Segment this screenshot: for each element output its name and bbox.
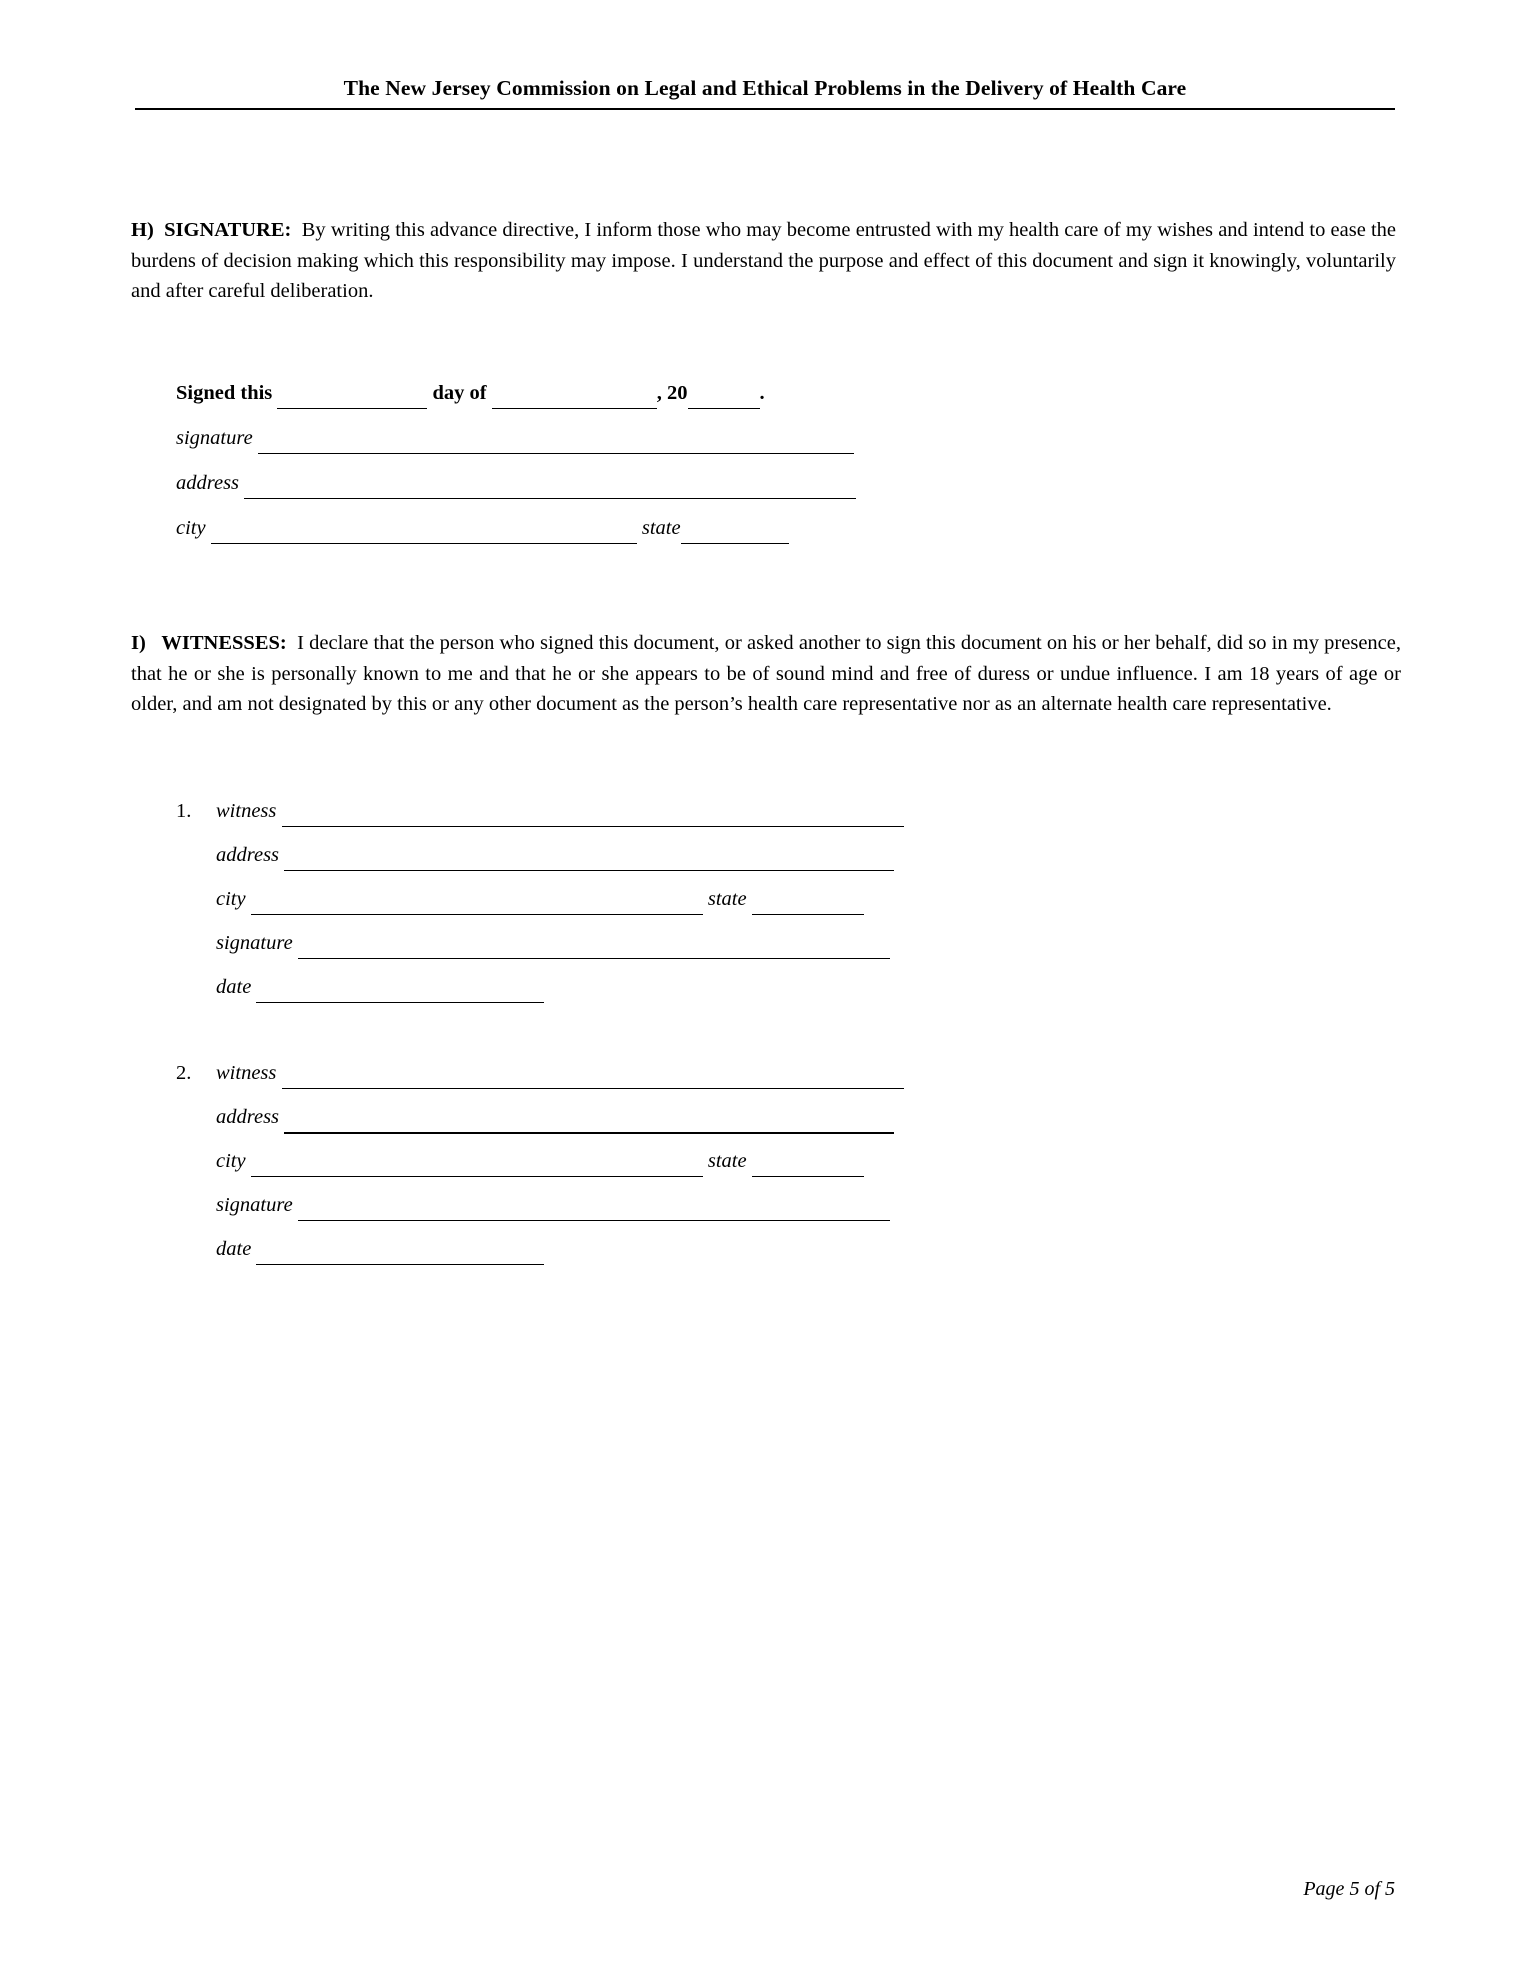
witness-1-address-row xyxy=(216,844,904,888)
witness-1-address-input[interactable] xyxy=(284,847,894,871)
section-witnesses-paragraph xyxy=(131,628,1401,720)
signed-comma: , xyxy=(656,382,662,404)
witness-1-signature-row xyxy=(216,932,904,976)
day-of-label: day of xyxy=(432,382,487,404)
signer-address-row xyxy=(176,472,976,517)
date-label: date xyxy=(216,1238,252,1260)
witness-1-name-row xyxy=(216,800,904,844)
witness-1-signature-input[interactable] xyxy=(298,935,890,959)
witness-2-name-row xyxy=(216,1062,904,1106)
witness-2-signature-row xyxy=(216,1194,904,1238)
address-input[interactable] xyxy=(244,475,856,499)
witness-1-number: 1. xyxy=(176,800,192,822)
state-label: state xyxy=(641,517,681,539)
address-label: address xyxy=(216,1106,280,1128)
witness-1-name-input[interactable] xyxy=(282,803,904,827)
signed-this-label: Signed this xyxy=(176,382,273,404)
address-label: address xyxy=(176,472,240,494)
section-signature-body: By writing this advance directive, I inform those who may become entrusted with my health care of my wishes and intend to ease the burdens of decision making which this responsibility may impose. I understand the purpose and effect of this document and sign it knowingly, voluntarily and after careful deliberation. xyxy=(131,219,1397,302)
witness-2-name-input[interactable] xyxy=(282,1065,904,1089)
witness-2-city-input[interactable] xyxy=(251,1153,703,1177)
city-label: city xyxy=(216,888,246,910)
witness-2-number: 2. xyxy=(176,1062,192,1084)
signed-day-input[interactable] xyxy=(277,385,427,409)
signed-this-row xyxy=(176,382,976,427)
city-label: city xyxy=(176,517,206,539)
signed-year-input[interactable] xyxy=(688,385,760,409)
witness-1-date-input[interactable] xyxy=(256,979,544,1003)
signature-form xyxy=(176,382,976,562)
signature-label: signature xyxy=(216,932,293,954)
header-divider xyxy=(135,108,1395,110)
witness-label: witness xyxy=(216,1062,277,1084)
state-label: state xyxy=(707,1150,747,1172)
address-label: address xyxy=(216,844,280,866)
signed-month-input[interactable] xyxy=(492,385,657,409)
witness-1-date-row xyxy=(216,976,904,1020)
witness-2-address-input[interactable] xyxy=(284,1109,894,1134)
city-label: city xyxy=(216,1150,246,1172)
witness-2-address-row xyxy=(216,1106,904,1150)
witness-entry-2 xyxy=(176,1062,904,1282)
witness-2-state-input[interactable] xyxy=(752,1153,864,1177)
witness-1-city-input[interactable] xyxy=(251,891,703,915)
witness-2-city-state-row xyxy=(216,1150,904,1194)
state-input[interactable] xyxy=(681,520,789,544)
witness-1-state-input[interactable] xyxy=(752,891,864,915)
signature-label: signature xyxy=(216,1194,293,1216)
signer-city-state-row xyxy=(176,517,976,562)
state-label: state xyxy=(707,888,747,910)
section-signature-paragraph xyxy=(131,215,1396,307)
year-prefix-label: 20 xyxy=(667,382,688,404)
header-title: The New Jersey Commission on Legal and Ethical Problems in the Delivery of Health Care xyxy=(343,76,1187,100)
page-footer: Page 5 of 5 xyxy=(1303,1878,1395,1900)
witness-2-signature-input[interactable] xyxy=(298,1197,890,1221)
witness-label: witness xyxy=(216,800,277,822)
signature-input[interactable] xyxy=(258,430,854,454)
signed-period: . xyxy=(759,382,765,404)
page-header xyxy=(135,76,1395,110)
signature-label: signature xyxy=(176,427,253,449)
witness-2-date-input[interactable] xyxy=(256,1241,544,1265)
signer-signature-row xyxy=(176,427,976,472)
witness-1-city-state-row xyxy=(216,888,904,932)
city-input[interactable] xyxy=(211,520,637,544)
section-signature-marker: H) xyxy=(131,219,154,241)
witness-2-date-row xyxy=(216,1238,904,1282)
section-signature-heading: SIGNATURE: xyxy=(164,219,292,241)
section-witnesses-body: I declare that the person who signed this document, or asked another to sign this document on his or her behalf, did so in my presence, that he or she is personally known to me and that he or she appears to be of sound mind and free of duress or undue influence. I am 18 years of age or older, and am not designated by this or any other document as the person’s health care representative nor as an alternate health care representative. xyxy=(131,632,1401,715)
date-label: date xyxy=(216,976,252,998)
section-witnesses-heading: WITNESSES: xyxy=(161,632,287,654)
witness-entry-1 xyxy=(176,800,904,1020)
section-witnesses-marker: I) xyxy=(131,632,146,654)
